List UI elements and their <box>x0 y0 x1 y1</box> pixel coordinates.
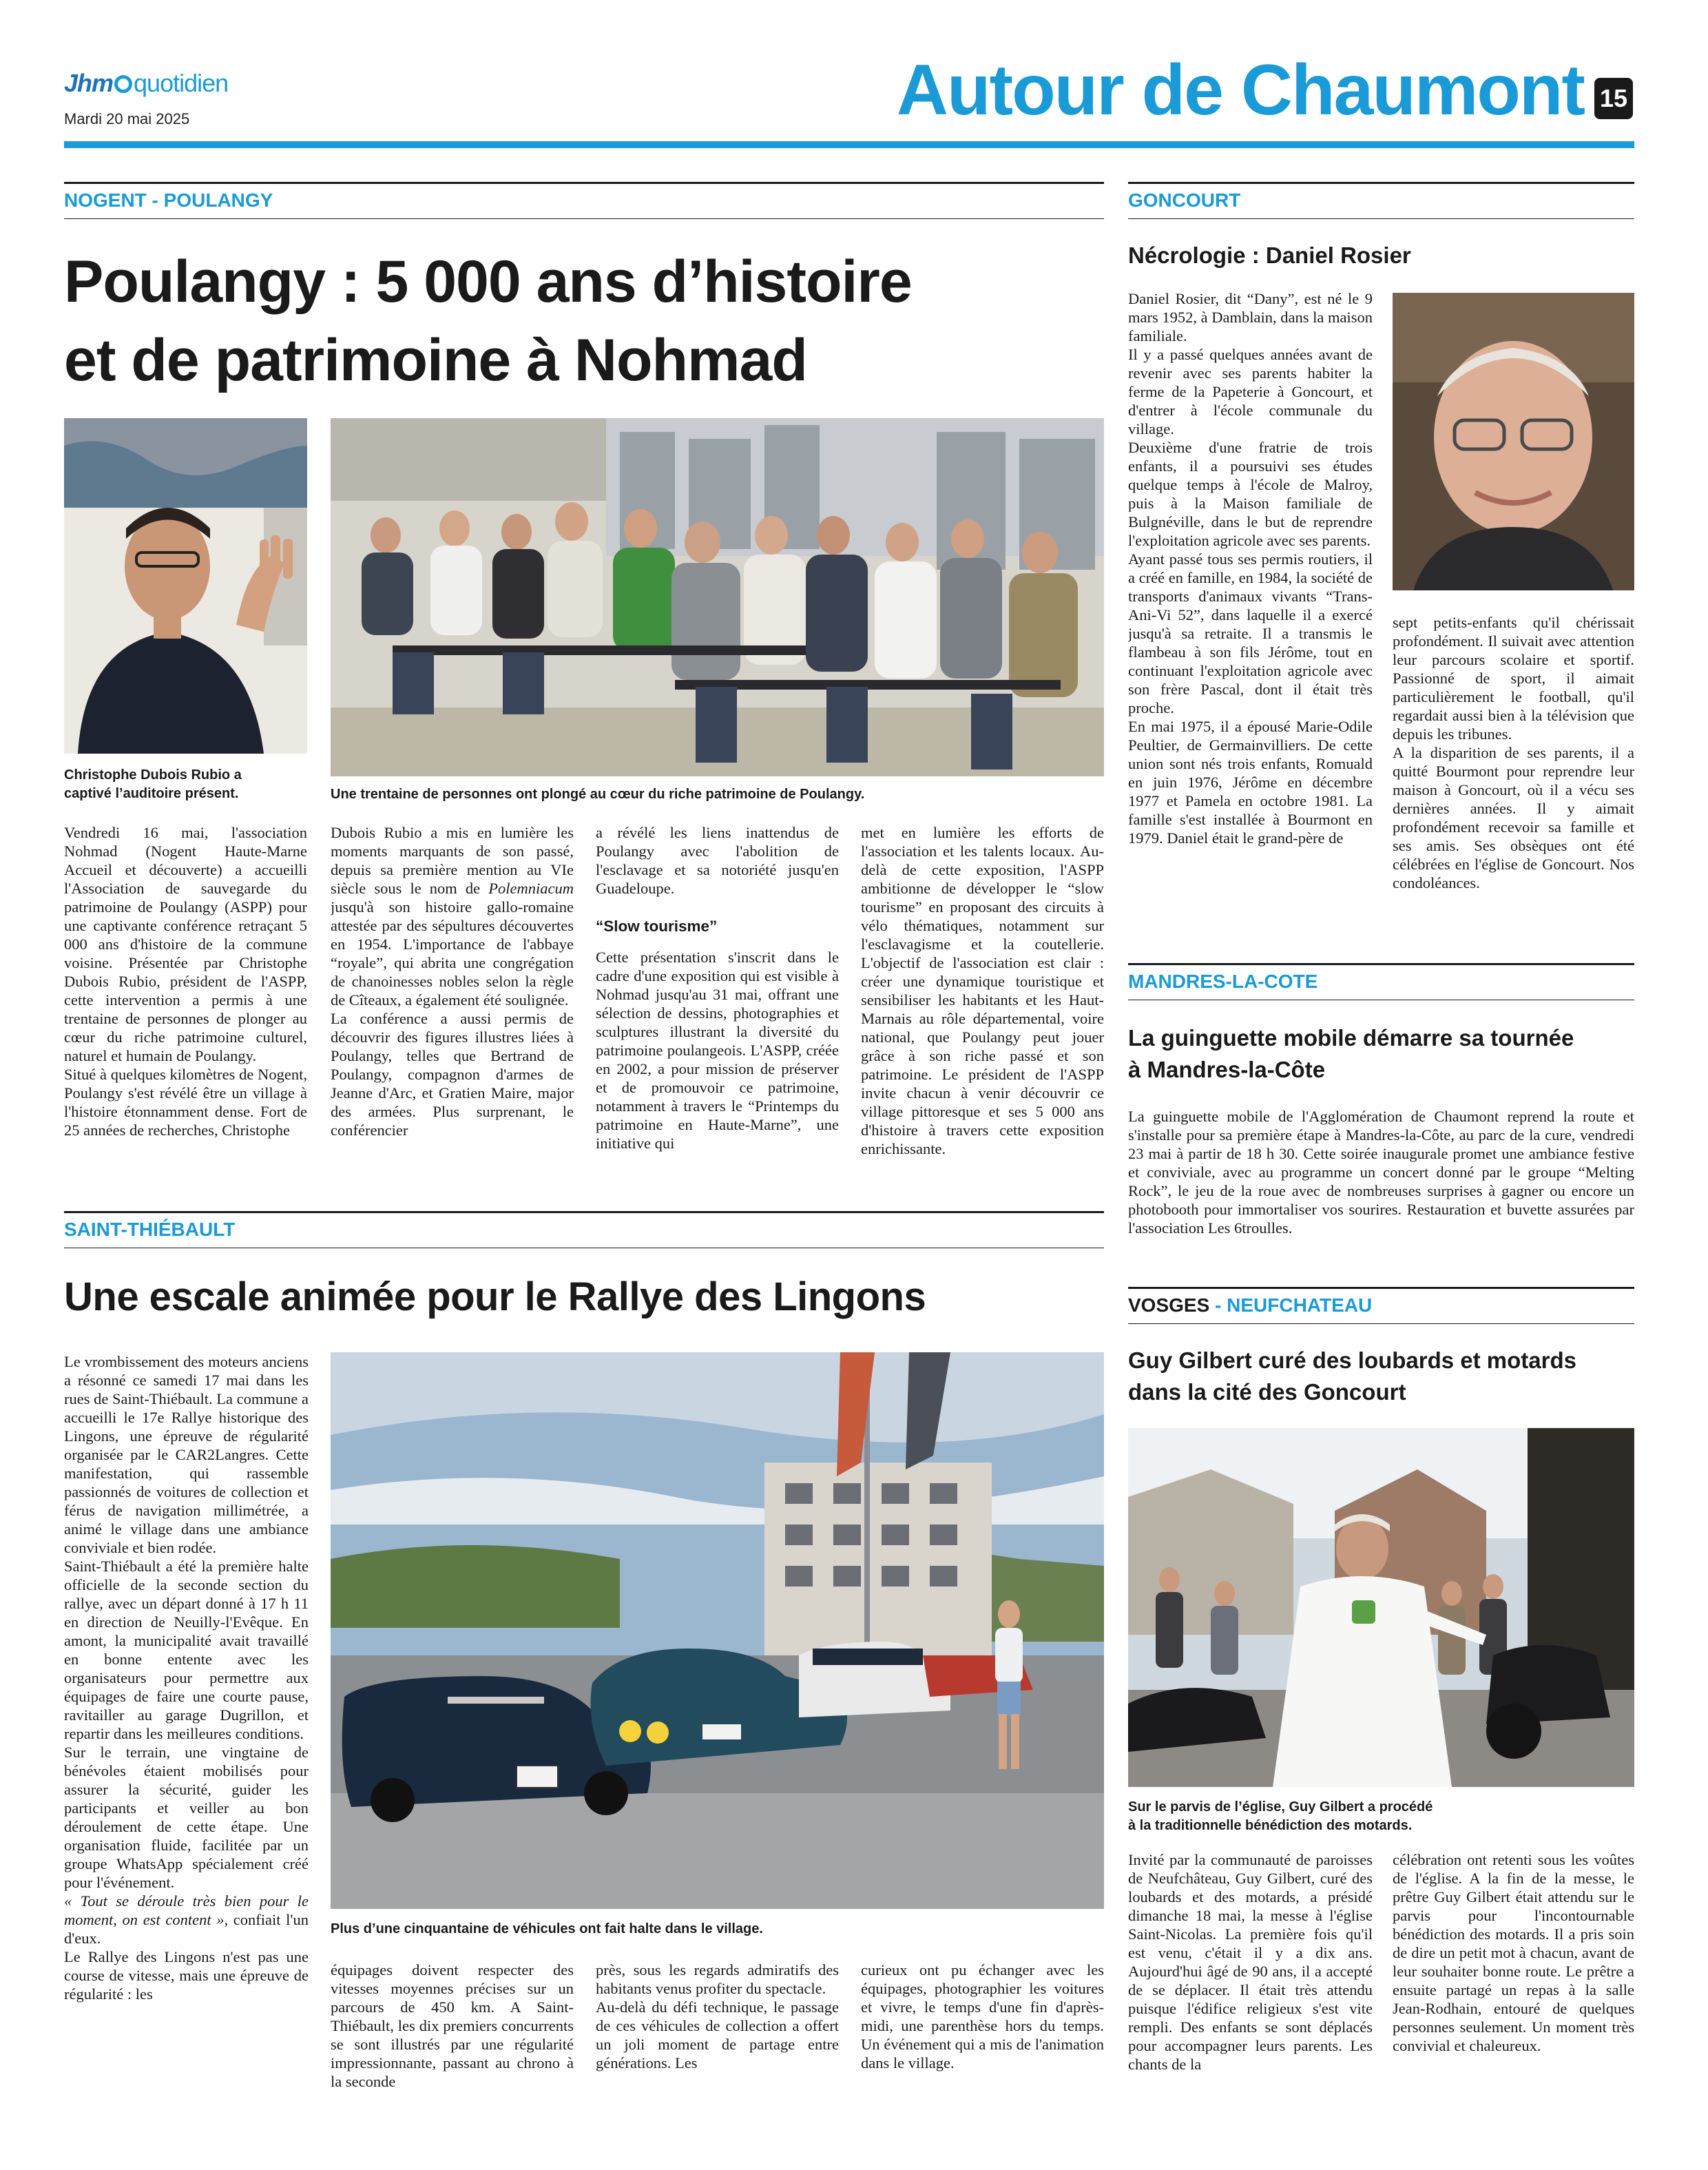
page-number: 15 <box>1594 78 1633 119</box>
rubric-vosges-neufchateau: VOSGES - NEUFCHATEAU <box>1128 1287 1634 1324</box>
article-rallye-col-2 <box>331 1961 574 2098</box>
article-poulangy-col-1 <box>64 823 307 1181</box>
paragraph: Deuxième d'une fratrie de trois enfants, il a poursuivi ses études quelque temps à l'école de Malroy, puis à la Maison familiale de Bulgnéville, dans le but de reprendre l'exploitation agricole avec ses parents. <box>1128 439 1373 549</box>
paragraph: Ayant passé tous ses permis routiers, il a créé en famille, en 1984, la société de transports d'animaux vivants “Trans-Ani-Vi 52”, dans laquelle il a exercé jusqu'à sa retraite. Il a transmis le flambeau à son fils Jérôme, tout en continuant l'exploitation agricole avec son frère Pascal, dont il était très proche. <box>1128 550 1373 716</box>
caption-blessing <box>1128 1798 1634 1835</box>
photo-rallye <box>331 1352 1104 1909</box>
paragraph: sept petits-enfants qu'il chérissait profondément. Il suivait avec attention leur parcours scolaire et sportif. Passionné de sport, il aimait particulièrement le football, qu'il regardait aussi bien à la télévision que depuis les tribunes. <box>1393 614 1634 743</box>
page-section-title: Autour de Chaumont <box>896 50 1584 130</box>
jhm-logo-icon <box>114 75 132 93</box>
article-goncourt-col-2 <box>1393 613 1634 944</box>
article-goncourt-col-1 <box>1128 289 1373 940</box>
paragraph: Invité par la communauté de paroisses de Neufchâteau, Guy Gilbert, curé des loubards et des motards, a présidé dimanche 18 mai, la messe à l'église Saint-Nicolas. La première fois qu'il est venu, c'était il y a dix ans. Aujourd'hui âgé de 90 ans, il a accepté de se déplacer. Il était très attendu puisque l'édifice religieux s'est vite rempli. Des enfants se sont déplacés pour accompagner leurs parents. Les chants de la <box>1128 1851 1373 2073</box>
header-rule <box>64 141 1634 148</box>
paragraph <box>331 823 574 1009</box>
paragraph: Le Rallye des Lingons n'est pas une course de vitesse, mais une épreuve de régularité : les <box>64 1948 309 2003</box>
article-rallye-col-1 <box>64 1352 309 2096</box>
paragraph: La guinguette mobile de l'Agglomération de Chaumont reprend la route et s'installe pour sa première étape à Mandres-la-Côte, au parc de la cure, vendredi 23 mai à partir de 18 h 30. Cette soirée inaugurale promet une ambiance festive et conviviale, avec au programme un concert donné par le groupe “Melting Rock”, le jeu de la roue avec de nombreuses surprises à gagner ou encore un photobooth pour immortaliser vos sourires. Restauration et buvette assurées par l'association Les 6troulles. <box>1128 1108 1634 1237</box>
paragraph: A la disparition de ses parents, il a quitté Bourmont pour reprendre leur maison à Goncourt, où il a vécu ses dernières années. Il y aimait profondément recevoir sa famille et ses amis. Ses obsèques ont été célébrées en l'église de Goncourt. Nos condoléances. <box>1393 744 1634 891</box>
paragraph: La conférence a aussi permis de découvrir des figures illustres liées à Poulangy, telles que Bertrand de Poulangy, compagnon d'armes de Jeanne d'Arc, et Gratien Maire, major des armées. Plus surprenant, le conférencier <box>331 1010 574 1139</box>
caption-rallye: Plus d’une cinquantaine de véhicules ont fait halte dans le village. <box>331 1921 763 1936</box>
text-italic: Polemniacum <box>488 880 574 897</box>
headline-guinguette <box>1128 1022 1634 1086</box>
headline-line: Guy Gilbert curé des loubards et motards <box>1128 1347 1576 1373</box>
article-rallye-col-4 <box>861 1961 1104 2098</box>
article-poulangy-col-3 <box>596 823 839 1181</box>
headline-line-1: Poulangy : 5 000 ans d’histoire <box>64 249 912 315</box>
newspaper-logo <box>64 69 228 98</box>
headline-rallye: Une escale animée pour le Rallye des Lingons <box>64 1274 926 1319</box>
caption-line: Sur le parvis de l’église, Guy Gilbert a procédé <box>1128 1799 1433 1815</box>
caption-line: Christophe Dubois Rubio a <box>64 767 242 783</box>
article-poulangy-col-2 <box>331 823 574 1181</box>
article-mandres <box>1128 1107 1634 1265</box>
caption-line: captivé l’auditoire présent. <box>64 786 239 801</box>
caption-speaker <box>64 766 312 803</box>
paragraph: met en lumière les efforts de l'association et les talents locaux. Au-delà de cette exposition, l'ASPP ambitionne de développer le “slow tourisme” en proposant des circuits à vélo thématiques, notamment sur l'esclavagisme et la coutellerie. L'objectif de l'association est clair : créer une dynamique touristique et sensibiliser les habitants et les Haut-Marnais au rôle départemental, voire national, que Poulangy peut jouer grâce à son riche passé et son patrimoine. Le président de l'ASPP invite chacun à venir découvrir ce village pittoresque et ses 5 000 ans d'histoire à travers cette exposition enrichissante. <box>861 824 1104 1157</box>
paragraph: Le vrombissement des moteurs anciens a résonné ce samedi 17 mai dans les rues de Saint-Thiébault. La commune a accueilli le 17e Rallye historique des Lingons, une épreuve de régularité organisée par le CAR2Langres. Cette manifestation, qui rassemble passionnés de voitures de collection et férus de navigation millimétrée, a animé le village dans une ambiance conviviale et bien rodée. <box>64 1353 309 1556</box>
paragraph: Cette présentation s'inscrit dans le cadre d'une exposition qui est visible à Nohmad jusqu'au 31 mai, offrant une sélection de dessins, photographies et sculptures illustrant la diversité du patrimoine poulangeois. L'ASPP, créée en 2002, a pour mission de préserver et de promouvoir ce patrimoine, notamment à travers le “Printemps du patrimoine en Haute-Marne”, une initiative qui <box>596 949 839 1152</box>
rubric-goncourt: GONCOURT <box>1128 182 1634 219</box>
rubric-region: VOSGES <box>1128 1294 1210 1316</box>
rubric-nogent-poulangy: NOGENT - POULANGY <box>64 182 1104 219</box>
paragraph: Saint-Thiébault a été la première halte officielle de la seconde section du rallye, avec un départ donné à 17 h 11 en direction de Neuilly-l'Evêque. En amont, la municipalité avait travaillé en bonne entente avec les organisateurs pour permettre aux équipages de faire une courte pause, ravitailler au garage Dugrillon, et repartir dans les meilleures conditions. <box>64 1558 309 1742</box>
paragraph: a révélé les liens inattendus de Poulangy avec l'abolition de l'esclavage et sa notoriété jusqu'en Guadeloupe. <box>596 824 839 897</box>
headline-poulangy <box>64 242 1104 400</box>
issue-date: Mardi 20 mai 2025 <box>64 110 190 127</box>
paragraph: célébration ont retenti sous les voûtes de l'église. A la fin de la messe, le prêtre Guy Gilbert était attendu sur le parvis pour l'incontournable bénédiction des motards. Il a pris soin de dire un petit mot à chacun, avant de leur souhaiter bonne route. Le prêtre a ensuite partagé un repas à la salle Jean-Rodhain, entouré de quelques personnes seulement. Un moment très convivial et chaleureux. <box>1393 1851 1634 2054</box>
article-poulangy-col-4 <box>861 823 1104 1181</box>
paragraph <box>64 1892 309 1947</box>
logo-sub: quotidien <box>134 69 229 97</box>
photo-blessing <box>1128 1428 1634 1787</box>
paragraph: En mai 1975, il a épousé Marie-Odile Peultier, de Germainvilliers. De cette union sont nés trois enfants, Romuald en juin 1976, Jérôme en décembre 1977 et Pamela en octobre 1981. La famille s'est installée à Bourmont en 1979. Daniel était le grand-père de <box>1128 718 1373 847</box>
logo-main: Jhm <box>64 69 114 97</box>
text-run: Dubois Rubio a mis en lumière les moments marquants de son passé, depuis sa première mention au VIe siècle sous le nom de <box>331 824 574 897</box>
headline-guy-gilbert <box>1128 1345 1634 1408</box>
headline-line: à Mandres-la-Côte <box>1128 1057 1326 1082</box>
photo-portrait <box>1393 293 1634 590</box>
rubric-mandres: MANDRES-LA-COTE <box>1128 963 1634 1000</box>
paragraph: Vendredi 16 mai, l'association Nohmad (Nogent Haute-Marne Accueil et découverte) a accueilli l'Association de sauvegarde du patrimoine de Poulangy (ASPP) pour une captivante conférence retraçant 5 000 ans d'histoire de la commune voisine. Présentée par Christophe Dubois Rubio, président de l'ASPP, cette intervention a permis à une trentaine de personnes de plonger au cœur du riche patrimoine culturel, naturel et humain de Poulangy. <box>64 824 307 1064</box>
rubric-saint-thiebault: SAINT-THIÉBAULT <box>64 1211 1104 1248</box>
rubric-town: NEUFCHATEAU <box>1227 1294 1373 1316</box>
article-guy-gilbert-col-2 <box>1393 1850 1634 2098</box>
quote: « Tout se déroule très bien pour le moment, on est content », <box>64 1892 309 1928</box>
headline-line: dans la cité des Goncourt <box>1128 1379 1406 1405</box>
headline-line-2: et de patrimoine à Nohmad <box>64 327 807 393</box>
paragraph: Au-delà du défi technique, le passage de ces véhicules de collection a offert un joli moment de partage entre générations. Les <box>596 1998 839 2071</box>
caption-audience: Une trentaine de personnes ont plongé au cœur du riche patrimoine de Poulangy. <box>331 787 865 802</box>
paragraph: Sur le terrain, une vingtaine de bénévoles étaient mobilisés pour assurer la sécurité, guider les participants et veiller au bon déroulement de cette étape. Une organisation fluide, facilitée par un groupe WhatsApp spécialement créé pour l'événement. <box>64 1744 309 1891</box>
paragraph: curieux ont pu échanger avec les équipages, photographier les voitures et vivre, le temps d'une fin d'après-midi, une parenthèse hors du temps. Un événement qui a mis de l'animation dans le village. <box>861 1961 1104 2071</box>
subheading: “Slow tourisme” <box>596 918 718 935</box>
article-guy-gilbert-col-1 <box>1128 1850 1373 2098</box>
text-run: confiait l'un d'eux. <box>64 1911 309 1947</box>
article-rallye-col-3 <box>596 1961 839 2098</box>
caption-line: à la traditionnelle bénédiction des motards. <box>1128 1818 1413 1833</box>
paragraph: Situé à quelques kilomètres de Nogent, Poulangy s'est révélé être un village à l'histoire étonnamment dense. Fort de 25 années de recherches, Christophe <box>64 1066 307 1139</box>
headline-line: La guinguette mobile démarre sa tournée <box>1128 1025 1574 1051</box>
paragraph: Il y a passé quelques années avant de revenir avec ses parents habiter la ferme de la Papeterie à Goncourt, et d'entrer à l'école communale du village. <box>1128 346 1373 437</box>
photo-speaker <box>64 418 307 754</box>
paragraph: Daniel Rosier, dit “Dany”, est né le 9 mars 1952, à Damblain, dans la maison familiale. <box>1128 290 1373 344</box>
text-run: jusqu'à son histoire gallo-romaine attestée par des sépultures découvertes en 1954. L'importance de l'abbaye “royale”, qui abrita une congrégation de chanoinesses nobles selon la règle de Cîteaux, a également été soulignée. <box>331 898 574 1009</box>
paragraph: près, sous les regards admiratifs des habitants venus profiter du spectacle. <box>596 1961 839 1997</box>
headline-necrologie: Nécrologie : Daniel Rosier <box>1128 242 1411 268</box>
paragraph: équipages doivent respecter des vitesses moyennes précises sur un parcours de 450 km. A Saint-Thiébault, les dix premiers concurrents se sont illustrés par une régularité impressionnante, passant au chrono à la seconde <box>331 1961 574 2090</box>
photo-audience <box>331 418 1104 776</box>
